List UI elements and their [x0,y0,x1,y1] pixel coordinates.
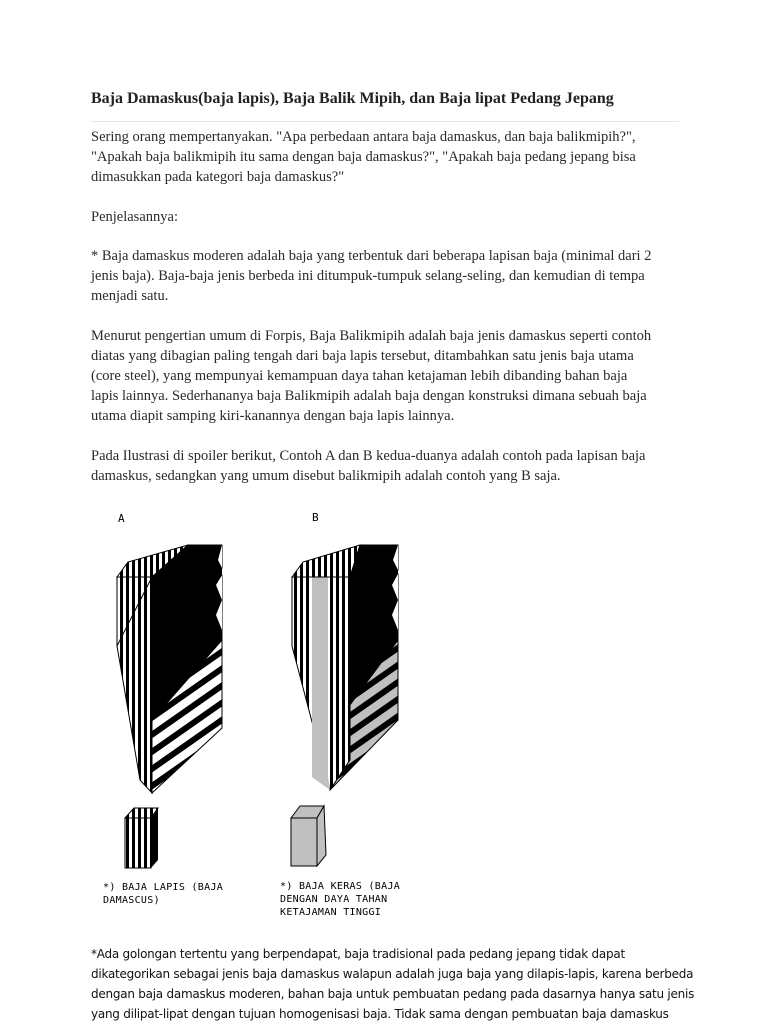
text-line: damaskus, sedangkan yang umum disebut balikmipih adalah contoh yang B saja. [91,468,561,484]
caption-line: KETAJAMAN TINGGI [280,907,382,918]
block-a-layered-steel [125,808,158,868]
block-b-hard-steel [291,806,326,866]
blade-b-drawing [292,545,399,790]
text-line: diatas yang dibagian paling tengah dari baja lapis tersebut, ditambahkan satu jenis baja utama [91,348,634,364]
footnote-japanese-sword [91,944,695,1024]
text-line: menjadi satu. [91,288,169,304]
text-line: * Baja damaskus moderen adalah baja yang terbentuk dari beberapa lapisan baja (minimal dari 2 [91,248,652,264]
caption-line: DAMASCUS) [103,895,160,906]
caption-a [103,881,223,907]
caption-line: DENGAN DAYA TAHAN [280,894,388,905]
text-line: lapis lainnya. Sederhananya baja Balikmipih adalah baja dengan konstruksi dimana sebuah baja [91,388,647,404]
text-line: *Ada golongan tertentu yang berpendapat, baja tradisional pada pedang jepang tidak dapat [91,947,625,961]
article-title: Baja Damaskus(baja lapis), Baja Balik Mipih, dan Baja lipat Pedang Jepang [91,90,614,107]
text-line: yang dilipat-lipat dengan tujuan homogenisasi baja. Tidak sama dengan pembuatan baja damaskus [91,1007,669,1021]
figure-label-b: B [312,511,319,524]
text-line: Pada Ilustrasi di spoiler berikut, Contoh A dan B kedua-duanya adalah contoh pada lapisan baja [91,448,646,464]
figure-label-a: A [118,512,125,525]
blade-a-drawing [117,545,224,793]
caption-b [280,880,400,919]
text-line: utama diapit samping kiri-kanannya dengan baja lapis lainnya. [91,408,455,424]
text-line: Penjelasannya: [91,209,178,225]
text-line: Menurut pengertian umum di Forpis, Baja Balikmipih adalah baja jenis damaskus seperti contoh [91,328,652,344]
text-line: Sering orang mempertanyakan. "Apa perbedaan antara baja damaskus, dan baja balikmipih?", [91,129,636,145]
text-line: jenis baja). Baja-baja jenis berbeda ini ditumpuk-tumpuk selang-seling, dan kemudian di tempa [91,268,645,284]
text-line: "Apakah baja balikmipih itu sama dengan baja damaskus?", "Apakah baja pedang jepang bisa [91,149,636,165]
text-line: dikategorikan sebagai jenis baja damaskus walapun adalah juga baja yang dilapis-lapis, karena berbeda [91,967,694,981]
text-line: (core steel), yang mempunyai kemampuan daya tahan ketajaman lebih dibanding bahan baja [91,368,628,384]
text-line: dengan baja damaskus moderen, bahan baja untuk pembuatan pedang pada dasarnya hanya satu jenis [91,987,695,1001]
caption-line: *) BAJA LAPIS (BAJA [103,882,224,893]
text-line: dimasukkan pada kategori baja damaskus?" [91,169,345,185]
caption-line: *) BAJA KERAS (BAJA [280,881,401,892]
